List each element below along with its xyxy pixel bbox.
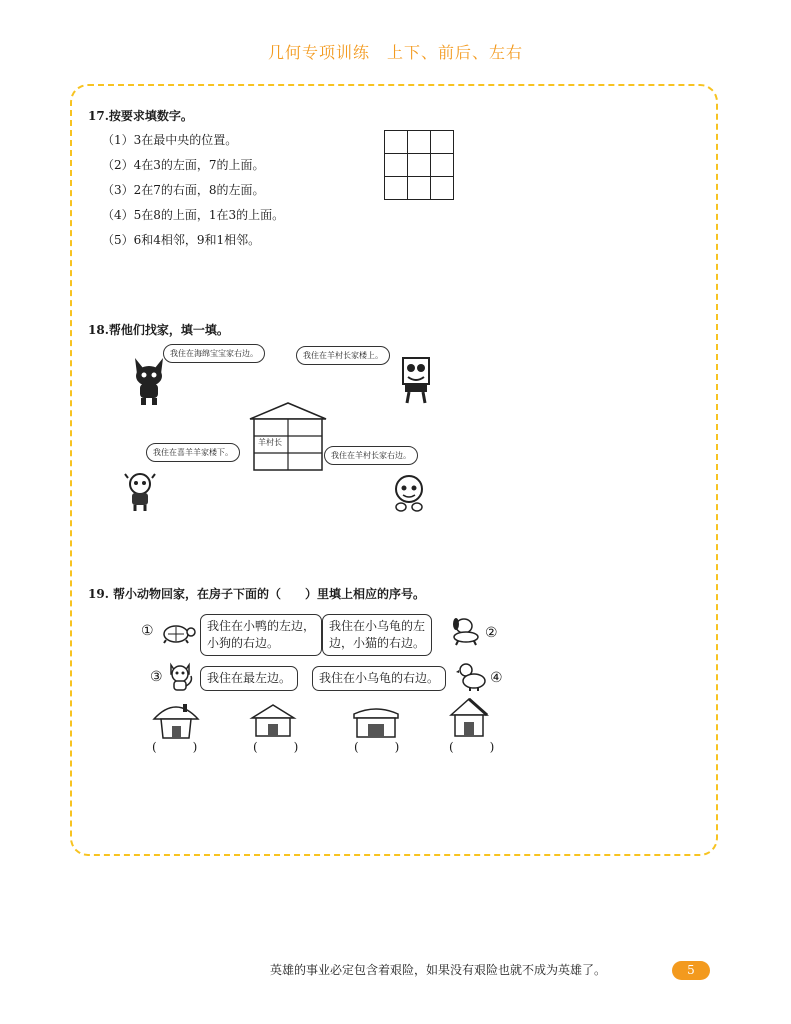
dog-icon	[446, 616, 482, 646]
q17-number-grid	[384, 130, 454, 200]
mushroom-house-icon	[151, 699, 201, 739]
dog-line-2: 边，小猫的右边。	[329, 636, 426, 650]
q19-bubble-duck: 我住在小乌龟的右边。	[312, 666, 446, 691]
turtle-line-2: 小狗的右边。	[207, 636, 280, 650]
page-number-badge: 5	[672, 961, 710, 980]
grid-cell[interactable]	[431, 154, 454, 177]
house-label-village-head: 羊村长	[258, 438, 282, 447]
grid-cell[interactable]	[408, 177, 431, 200]
grid-cell[interactable]	[385, 131, 408, 154]
cottage-house-icon	[250, 703, 296, 737]
q18-bubble-wolf: 我住在海绵宝宝家右边。	[163, 344, 265, 363]
shed-house-icon	[351, 704, 401, 738]
duck-icon	[456, 661, 488, 691]
dog-line-1: 我住在小乌龟的左	[329, 619, 426, 633]
q19-bubble-turtle	[200, 614, 322, 656]
label-4: ④	[490, 670, 503, 686]
q19-title: 19. 帮小动物回家，在房子下面的（ ）里填上相应的序号。	[88, 587, 426, 601]
q18-bubble-sheep-left: 我住在喜羊羊家楼下。	[146, 443, 240, 462]
q17-item-1: （1）3在最中央的位置。	[102, 133, 238, 147]
wolf-character-icon	[131, 356, 167, 406]
q18-bubble-sheep-right: 我住在羊村长家右边。	[324, 446, 418, 465]
cat-icon	[166, 660, 194, 694]
grid-cell[interactable]	[385, 177, 408, 200]
q17-item-2: （2）4在3的左面，7的上面。	[102, 158, 265, 172]
answer-blank-house-3[interactable]: ( )	[354, 740, 404, 754]
q19-bubble-cat: 我住在最左边。	[200, 666, 298, 691]
turtle-line-1: 我住在小鸭的左边，	[207, 619, 316, 633]
q18-bubble-sponge: 我住在羊村长家楼上。	[296, 346, 390, 365]
q18-title: 18.帮他们找家，填一填。	[88, 323, 229, 337]
page-header-title: 几何专项训练 上下、前后、左右	[267, 43, 523, 62]
turtle-icon	[158, 620, 196, 644]
q17-title: 17.按要求填数字。	[88, 109, 193, 123]
sheep-character-right-icon	[392, 474, 426, 512]
barn-house-icon	[447, 697, 491, 737]
q17-item-3: （3）2在7的右面，8的左面。	[102, 183, 265, 197]
q19-bubble-dog	[322, 614, 432, 656]
sponge-character-icon	[398, 356, 434, 406]
label-3: ③	[150, 669, 163, 685]
grid-cell[interactable]	[408, 154, 431, 177]
grid-cell[interactable]	[408, 131, 431, 154]
q17-item-4: （4）5在8的上面，1在3的上面。	[102, 208, 285, 222]
label-1: ①	[141, 623, 154, 639]
grid-cell[interactable]	[431, 131, 454, 154]
sheep-character-left-icon	[125, 472, 155, 512]
grid-cell[interactable]	[385, 154, 408, 177]
answer-blank-house-1[interactable]: ( )	[152, 740, 202, 754]
q17-item-5: （5）6和4相邻，9和1相邻。	[102, 233, 261, 247]
answer-blank-house-4[interactable]: ( )	[449, 740, 499, 754]
label-2: ②	[485, 625, 498, 641]
answer-blank-house-2[interactable]: ( )	[253, 740, 303, 754]
footer-quote: 英雄的事业必定包含着艰险，如果没有艰险也就不成为英雄了。	[270, 963, 607, 977]
grid-cell[interactable]	[431, 177, 454, 200]
